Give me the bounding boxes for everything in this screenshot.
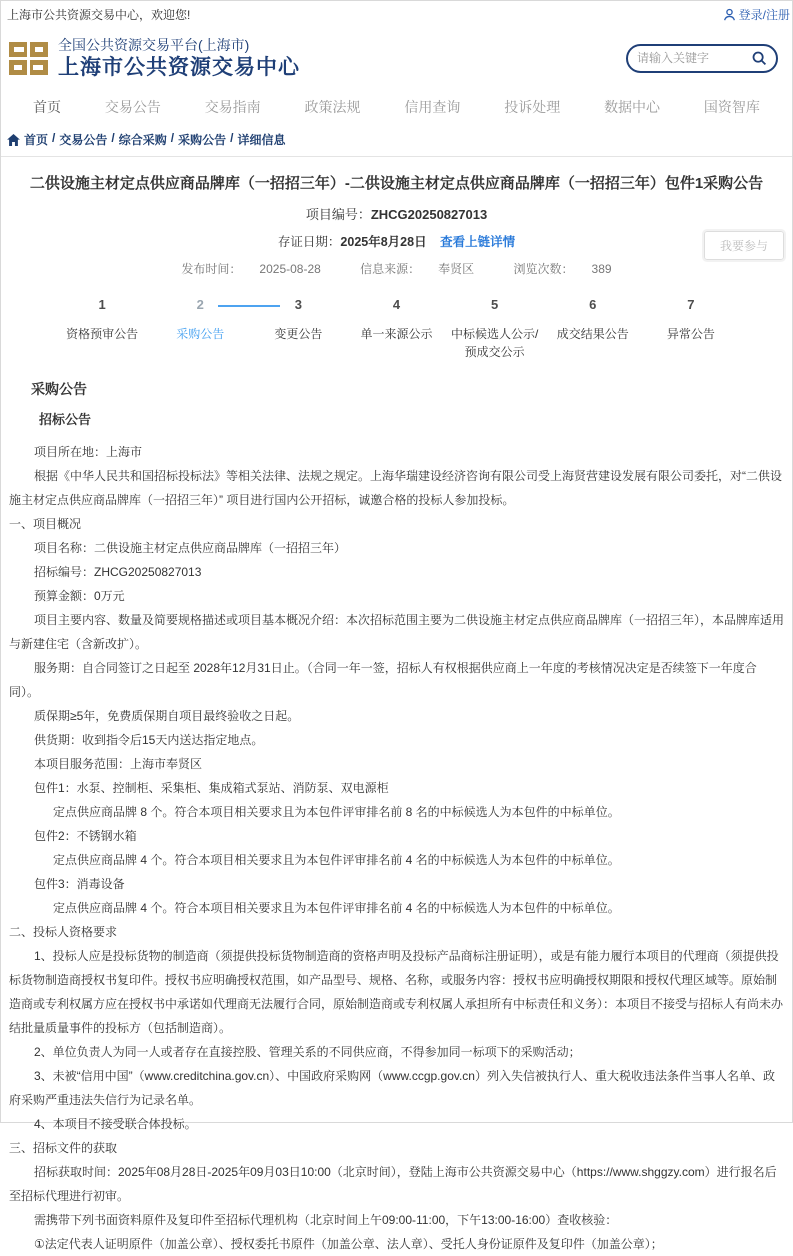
platform-name: 全国公共资源交易平台(上海市) — [58, 37, 250, 53]
paragraph-12: 包件1：水泵、控制柜、采集柜、集成箱式泵站、消防泵、双电源柜 — [34, 781, 389, 796]
project-number-row — [11, 204, 782, 223]
step-connector-line — [218, 305, 280, 307]
main-nav — [1, 90, 792, 127]
paragraph-17: 定点供应商品牌 4 个。符合本项目相关要求且为本包件评审排名前 4 名的中标候选人为本包件的中标单位。 — [53, 901, 620, 916]
paragraph-24: 招标获取时间：2025年08月28日-2025年09月03日10:00（北京时间），登陆上海市公共资源交易中心（https://www.shggzy.com）进行报名后至招标代理进行初审。 — [9, 1165, 777, 1204]
paragraph-11: 本项目服务范围：上海市奉贤区 — [34, 757, 203, 772]
search-icon[interactable] — [751, 50, 767, 66]
top-bar — [1, 1, 792, 27]
step-label: 采购公告 — [176, 327, 225, 342]
view-count: 浏览次数： 389 — [513, 262, 612, 277]
step-number: 1 — [98, 297, 106, 313]
paragraph-14: 包件2：不锈钢水箱 — [34, 829, 137, 844]
step-1[interactable] — [53, 297, 151, 361]
project-number-label: 项目编号： — [305, 207, 371, 223]
participate-button[interactable]: 我要参与 — [704, 231, 784, 260]
breadcrumb-separator: / — [170, 131, 175, 146]
paragraph-18: 二、投标人资格要求 — [9, 925, 118, 940]
paragraph-9: 质保期≥5年，免费质保期自项目最终验收之日起。 — [34, 709, 300, 724]
step-4[interactable] — [347, 297, 445, 361]
breadcrumb — [1, 127, 792, 157]
paragraph-21: 3、未被“信用中国”（www.creditchina.gov.cn）、中国政府采购网（www.ccgp.gov.cn）列入失信被执行人、重大税收违法条件当事人名单、政府采购严重违法失信行为记录名单。 — [9, 1069, 775, 1108]
step-7[interactable] — [642, 297, 740, 361]
breadcrumb-separator: / — [111, 131, 115, 146]
paragraph-25: 需携带下列书面资料原件及复印件至招标代理机构（北京时间上午09:00-11:00，下午13:00-16:00）查收核验： — [34, 1213, 618, 1228]
step-number: 3 — [294, 297, 302, 313]
welcome-text: 上海市公共资源交易中心，欢迎您! — [7, 8, 191, 22]
nav-item-7[interactable]: 数据中心 — [604, 99, 661, 116]
login-register-link[interactable] — [723, 6, 790, 23]
paragraph-6: 预算金额：0万元 — [34, 589, 125, 604]
paragraph-13: 定点供应商品牌 8 个。符合本项目相关要求且为本包件评审排名前 8 名的中标候选人为本包件的中标单位。 — [53, 805, 620, 820]
paragraph-15: 定点供应商品牌 4 个。符合本项目相关要求且为本包件评审排名前 4 名的中标候选人为本包件的中标单位。 — [53, 853, 620, 868]
publish-meta-row — [11, 260, 782, 277]
search-box — [626, 44, 778, 73]
cert-date-label: 存证日期： — [277, 235, 341, 250]
content-heading: 采购公告 — [31, 381, 87, 398]
step-number: 7 — [687, 297, 695, 313]
step-6[interactable] — [544, 297, 642, 361]
paragraph-4: 项目名称：二供设施主材定点供应商品牌库（一招招三年） — [34, 541, 347, 556]
paragraph-10: 供货期：收到指令后15天内送达指定地点。 — [34, 733, 264, 748]
page-title: 二供设施主材定点供应商品牌库（一招招三年）-二供设施主材定点供应商品牌库（一招招三年）包件1采购公告 — [29, 175, 764, 193]
step-label: 资格预审公告 — [66, 327, 139, 342]
nav-item-6[interactable]: 投诉处理 — [504, 99, 561, 116]
search-input[interactable] — [637, 51, 751, 65]
breadcrumb-item-4[interactable]: 采购公告 — [178, 133, 227, 148]
step-number: 6 — [589, 297, 597, 313]
step-number: 5 — [491, 297, 499, 313]
cert-date-value: 2025年8月28日 — [340, 235, 427, 250]
nav-item-5[interactable]: 信用查询 — [404, 99, 461, 116]
article-header — [1, 157, 792, 277]
site-logo[interactable] — [9, 42, 48, 75]
home-icon — [7, 134, 20, 146]
content-subheading: 招标公告 — [39, 412, 92, 428]
step-5[interactable] — [446, 297, 544, 361]
paragraph-8: 服务期：自合同签订之日起至 2028年12月31日止。（合同一年一签，招标人有权根据供应商上一年度的考核情况决定是否续签下一年度合同）。 — [9, 661, 757, 700]
paragraph-7: 项目主要内容、数量及简要规格描述或项目基本概况介绍：本次招标范围主要为二供设施主材定点供应商品牌库（一招招三年），本品牌库适用与新建住宅（含新改扩）。 — [9, 613, 785, 652]
paragraph-19: 1、投标人应是投标货物的制造商（须提供投标货物制造商的资格声明及投标产品商标注册证明），或是有能力履行本项目的代理商（须提供投标货物制造商授权书复印件。授权书应明确授权范围，如产品型号、规格、名称，或服务内容：授权书应明确授权期限和授权代理区域等。原始制造商或专利权属方应在授权书中承诺如代理商无法履行合同，原始制造商或专利权属人承担所有中标责任和义务）：本项目不接受与招标人有尚未办结批量质量事件的投标方（包括制造商）。 — [9, 949, 784, 1036]
breadcrumb-items — [24, 131, 285, 148]
user-icon — [723, 8, 736, 21]
nav-item-2[interactable]: 交易公告 — [104, 99, 161, 116]
step-label: 中标候选人公示/预成交公示 — [450, 327, 539, 360]
step-label: 变更公告 — [274, 327, 323, 342]
step-label: 单一来源公示 — [360, 327, 433, 342]
progress-steps — [53, 297, 740, 361]
view-chain-link[interactable]: 查看上链详情 — [440, 235, 516, 250]
nav-item-8[interactable]: 国资智库 — [703, 99, 760, 116]
breadcrumb-item-2[interactable]: 交易公告 — [59, 133, 108, 148]
breadcrumb-item-1[interactable]: 首页 — [24, 133, 49, 148]
nav-item-1[interactable]: 首页 — [33, 99, 61, 116]
paragraph-5: 招标编号：ZHCG20250827013 — [34, 565, 202, 580]
info-source: 信息来源： 奉贤区 — [360, 262, 475, 277]
nav-item-3[interactable]: 交易指南 — [204, 99, 261, 116]
step-number: 4 — [392, 297, 401, 313]
paragraph-3: 一、项目概况 — [9, 517, 82, 532]
site-name: 上海市公共资源交易中心 — [58, 55, 300, 79]
announcement-content — [1, 361, 792, 1256]
step-label: 成交结果公告 — [556, 327, 629, 342]
cert-date-row — [11, 232, 782, 250]
breadcrumb-separator: / — [52, 131, 56, 146]
paragraph-20: 2、单位负责人为同一人或者存在直接控股、管理关系的不同供应商，不得参加同一标项下的采购活动； — [34, 1045, 581, 1060]
breadcrumb-separator: / — [230, 131, 234, 146]
breadcrumb-item-5: 详细信息 — [237, 133, 286, 148]
paragraph-22: 4、本项目不接受联合体投标。 — [34, 1117, 197, 1132]
site-header — [1, 27, 792, 90]
content-paragraphs — [9, 440, 784, 1256]
paragraph-26: ①法定代表人证明原件（加盖公章）、授权委托书原件（加盖公章、法人章）、受托人身份证原件及复印件（加盖公章）； — [34, 1237, 663, 1252]
brand-block — [58, 36, 300, 80]
nav-item-4[interactable]: 政策法规 — [304, 99, 361, 116]
project-number-value: ZHCG20250827013 — [370, 207, 488, 223]
login-register-label: 登录/注册 — [738, 8, 790, 22]
publish-time: 发布时间： 2025-08-28 — [181, 262, 321, 277]
step-label: 异常公告 — [666, 327, 715, 342]
paragraph-16: 包件3：消毒设备 — [34, 877, 125, 892]
paragraph-1: 项目所在地：上海市 — [34, 445, 143, 460]
paragraph-2: 根据《中华人民共和国招标投标法》等相关法律、法规之规定。上海华瑞建设经济咨询有限公司受上海贤营建设发展有限公司委托，对“二供设施主材定点供应商品牌库（一招招三年）” 项目进行国内公开招标，诚邀合格的投标人参加投标。 — [9, 469, 783, 508]
breadcrumb-item-3[interactable]: 综合采购 — [118, 133, 167, 148]
paragraph-23: 三、招标文件的获取 — [9, 1141, 118, 1156]
step-number: 2 — [196, 297, 204, 313]
